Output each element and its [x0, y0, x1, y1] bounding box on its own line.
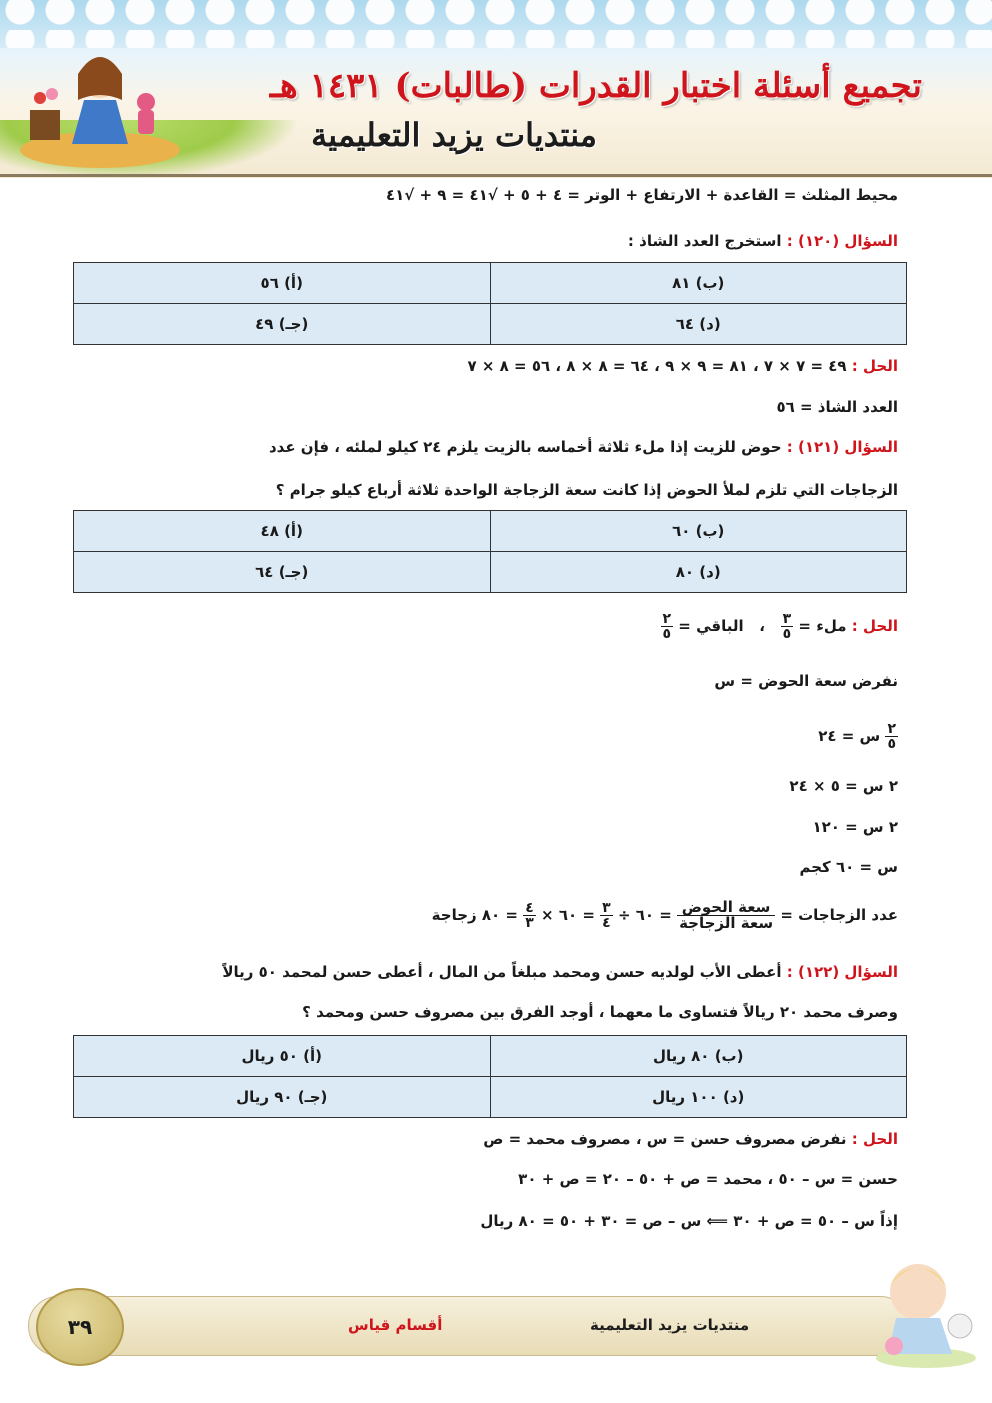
baby-illustration: [866, 1246, 982, 1370]
options-table-122: [73, 1035, 907, 1118]
count-mid-2: = ٦٠ ×: [541, 906, 595, 924]
assumption-line: نفرض سعة الحوض = س: [714, 672, 898, 690]
answer-120: العدد الشاذ = ٥٦: [776, 398, 898, 416]
girl-picnic-illustration: [10, 40, 180, 170]
fill-label: ملء =: [798, 617, 847, 635]
question-120: [628, 232, 898, 250]
option-b[interactable]: (ب) ٨٠ ريال: [490, 1036, 907, 1077]
solution-text: نفرض مصروف حسن = س ، مصروف محمد = ص: [483, 1130, 847, 1148]
forum-title: منتديات يزيد التعليمية: [311, 116, 597, 154]
fraction-3-5: $\frac{٣}{٥}$: [782, 611, 792, 642]
option-c[interactable]: (جـ) ٤٩: [74, 304, 491, 345]
question-122: [222, 963, 898, 981]
equation-3: ٢ س = ١٢٠: [812, 818, 898, 836]
page-footer: [28, 1296, 910, 1356]
fraction-4-3: $\frac{٤}{٣}$: [525, 900, 534, 931]
option-a[interactable]: (أ) ٥٠ ريال: [74, 1036, 491, 1077]
solution-122-line3: إذاً س – ٥٠ = ص + ٣٠ ⟸ س – ص = ٣٠ + ٥٠ = ٨٠ ريال: [480, 1212, 898, 1230]
question-121: [269, 438, 898, 456]
rest-label: الباقي =: [678, 617, 744, 635]
bottle-count-line: [432, 900, 898, 931]
footer-section: أقسام قياس: [348, 1316, 443, 1334]
option-a[interactable]: (أ) ٥٦: [74, 263, 491, 304]
option-c[interactable]: (جـ) ٦٤: [74, 552, 491, 593]
question-121-cont: الزجاجات التي تلزم لملأ الحوض إذا كانت سعة الزجاجة الواحدة ثلاثة أرباع كيلو جرام ؟: [275, 481, 898, 499]
page-title: تجميع أسئلة اختبار القدرات (طالبات) ١٤٣١ هـ: [269, 66, 922, 106]
equation-1: [818, 722, 898, 751]
page-number: ٣٩: [36, 1288, 124, 1366]
option-b[interactable]: (ب) ٨١: [490, 263, 907, 304]
equation-2: ٢ س = ٥ × ٢٤: [789, 777, 898, 795]
option-d[interactable]: (د) ٨٠: [490, 552, 907, 593]
count-mid: = ٦٠ ÷: [617, 906, 672, 924]
equation-1-text: س = ٢٤: [818, 727, 881, 745]
solution-122: [483, 1130, 898, 1148]
solution-122-line2: حسن = س – ٥٠ ، محمد = ص + ٥٠ – ٢٠ = ص + ٣٠: [518, 1170, 898, 1188]
options-table-121: [73, 510, 907, 593]
header-divider: [0, 174, 992, 177]
count-label: عدد الزجاجات =: [780, 906, 898, 924]
fraction-3-4: $\frac{٣}{٤}$: [602, 900, 611, 931]
solution-label: الحل :: [851, 617, 898, 635]
footer-forum: منتديات يزيد التعليمية: [590, 1316, 750, 1334]
options-table-120: [73, 262, 907, 345]
question-text: حوض للزيت إذا ملء ثلاثة أخماسه بالزيت يلزم ٢٤ كيلو لملئه ، فإن عدد: [268, 438, 782, 456]
question-label: السؤال (١٢٠) :: [786, 232, 898, 250]
solution-121: الحل : ملء = $\frac{٣}{٥}$ ، الباقي = $\frac{٢}{٥}$: [662, 611, 898, 642]
option-d[interactable]: (د) ٦٤: [490, 304, 907, 345]
question-text: استخرج العدد الشاذ :: [627, 232, 782, 250]
option-a[interactable]: (أ) ٤٨: [74, 511, 491, 552]
question-label: السؤال (١٢٢) :: [786, 963, 898, 981]
question-text: أعطى الأب لولديه حسن ومحمد مبلغاً من المال ، أعطى حسن لمحمد ٥٠ ريالاً: [222, 963, 782, 981]
solution-label: الحل :: [851, 357, 898, 375]
count-end: = ٨٠ زجاجة: [431, 906, 518, 924]
perimeter-line: محيط المثلث = القاعدة + الارتفاع + الوتر = ٤ + ٥ + √٤١ = ٩ + √٤١: [385, 186, 898, 204]
page-header: [0, 0, 992, 178]
question-122-cont: وصرف محمد ٢٠ ريالاً فتساوى ما معهما ، أوجد الفرق بين مصروف حسن ومحمد ؟: [302, 1003, 898, 1021]
equation-4: س = ٦٠ كجم: [799, 858, 898, 876]
solution-120: [467, 357, 898, 375]
capacity-fraction: $\frac{\text{سعة الحوض}}{\text{سعة الزجاجة}}$: [679, 898, 774, 932]
fraction-2-5: $\frac{٢}{٥}$: [887, 721, 896, 752]
solution-text: ٤٩ = ٧ × ٧ ، ٨١ = ٩ × ٩ ، ٦٤ = ٨ × ٨ ، ٥٦ = ٨ × ٧: [467, 357, 847, 375]
option-d[interactable]: (د) ١٠٠ ريال: [490, 1077, 907, 1118]
option-b[interactable]: (ب) ٦٠: [490, 511, 907, 552]
question-label: السؤال (١٢١) :: [786, 438, 898, 456]
fraction-2-5: $\frac{٢}{٥}$: [662, 611, 672, 642]
option-c[interactable]: (جـ) ٩٠ ريال: [74, 1077, 491, 1118]
solution-label: الحل :: [851, 1130, 898, 1148]
